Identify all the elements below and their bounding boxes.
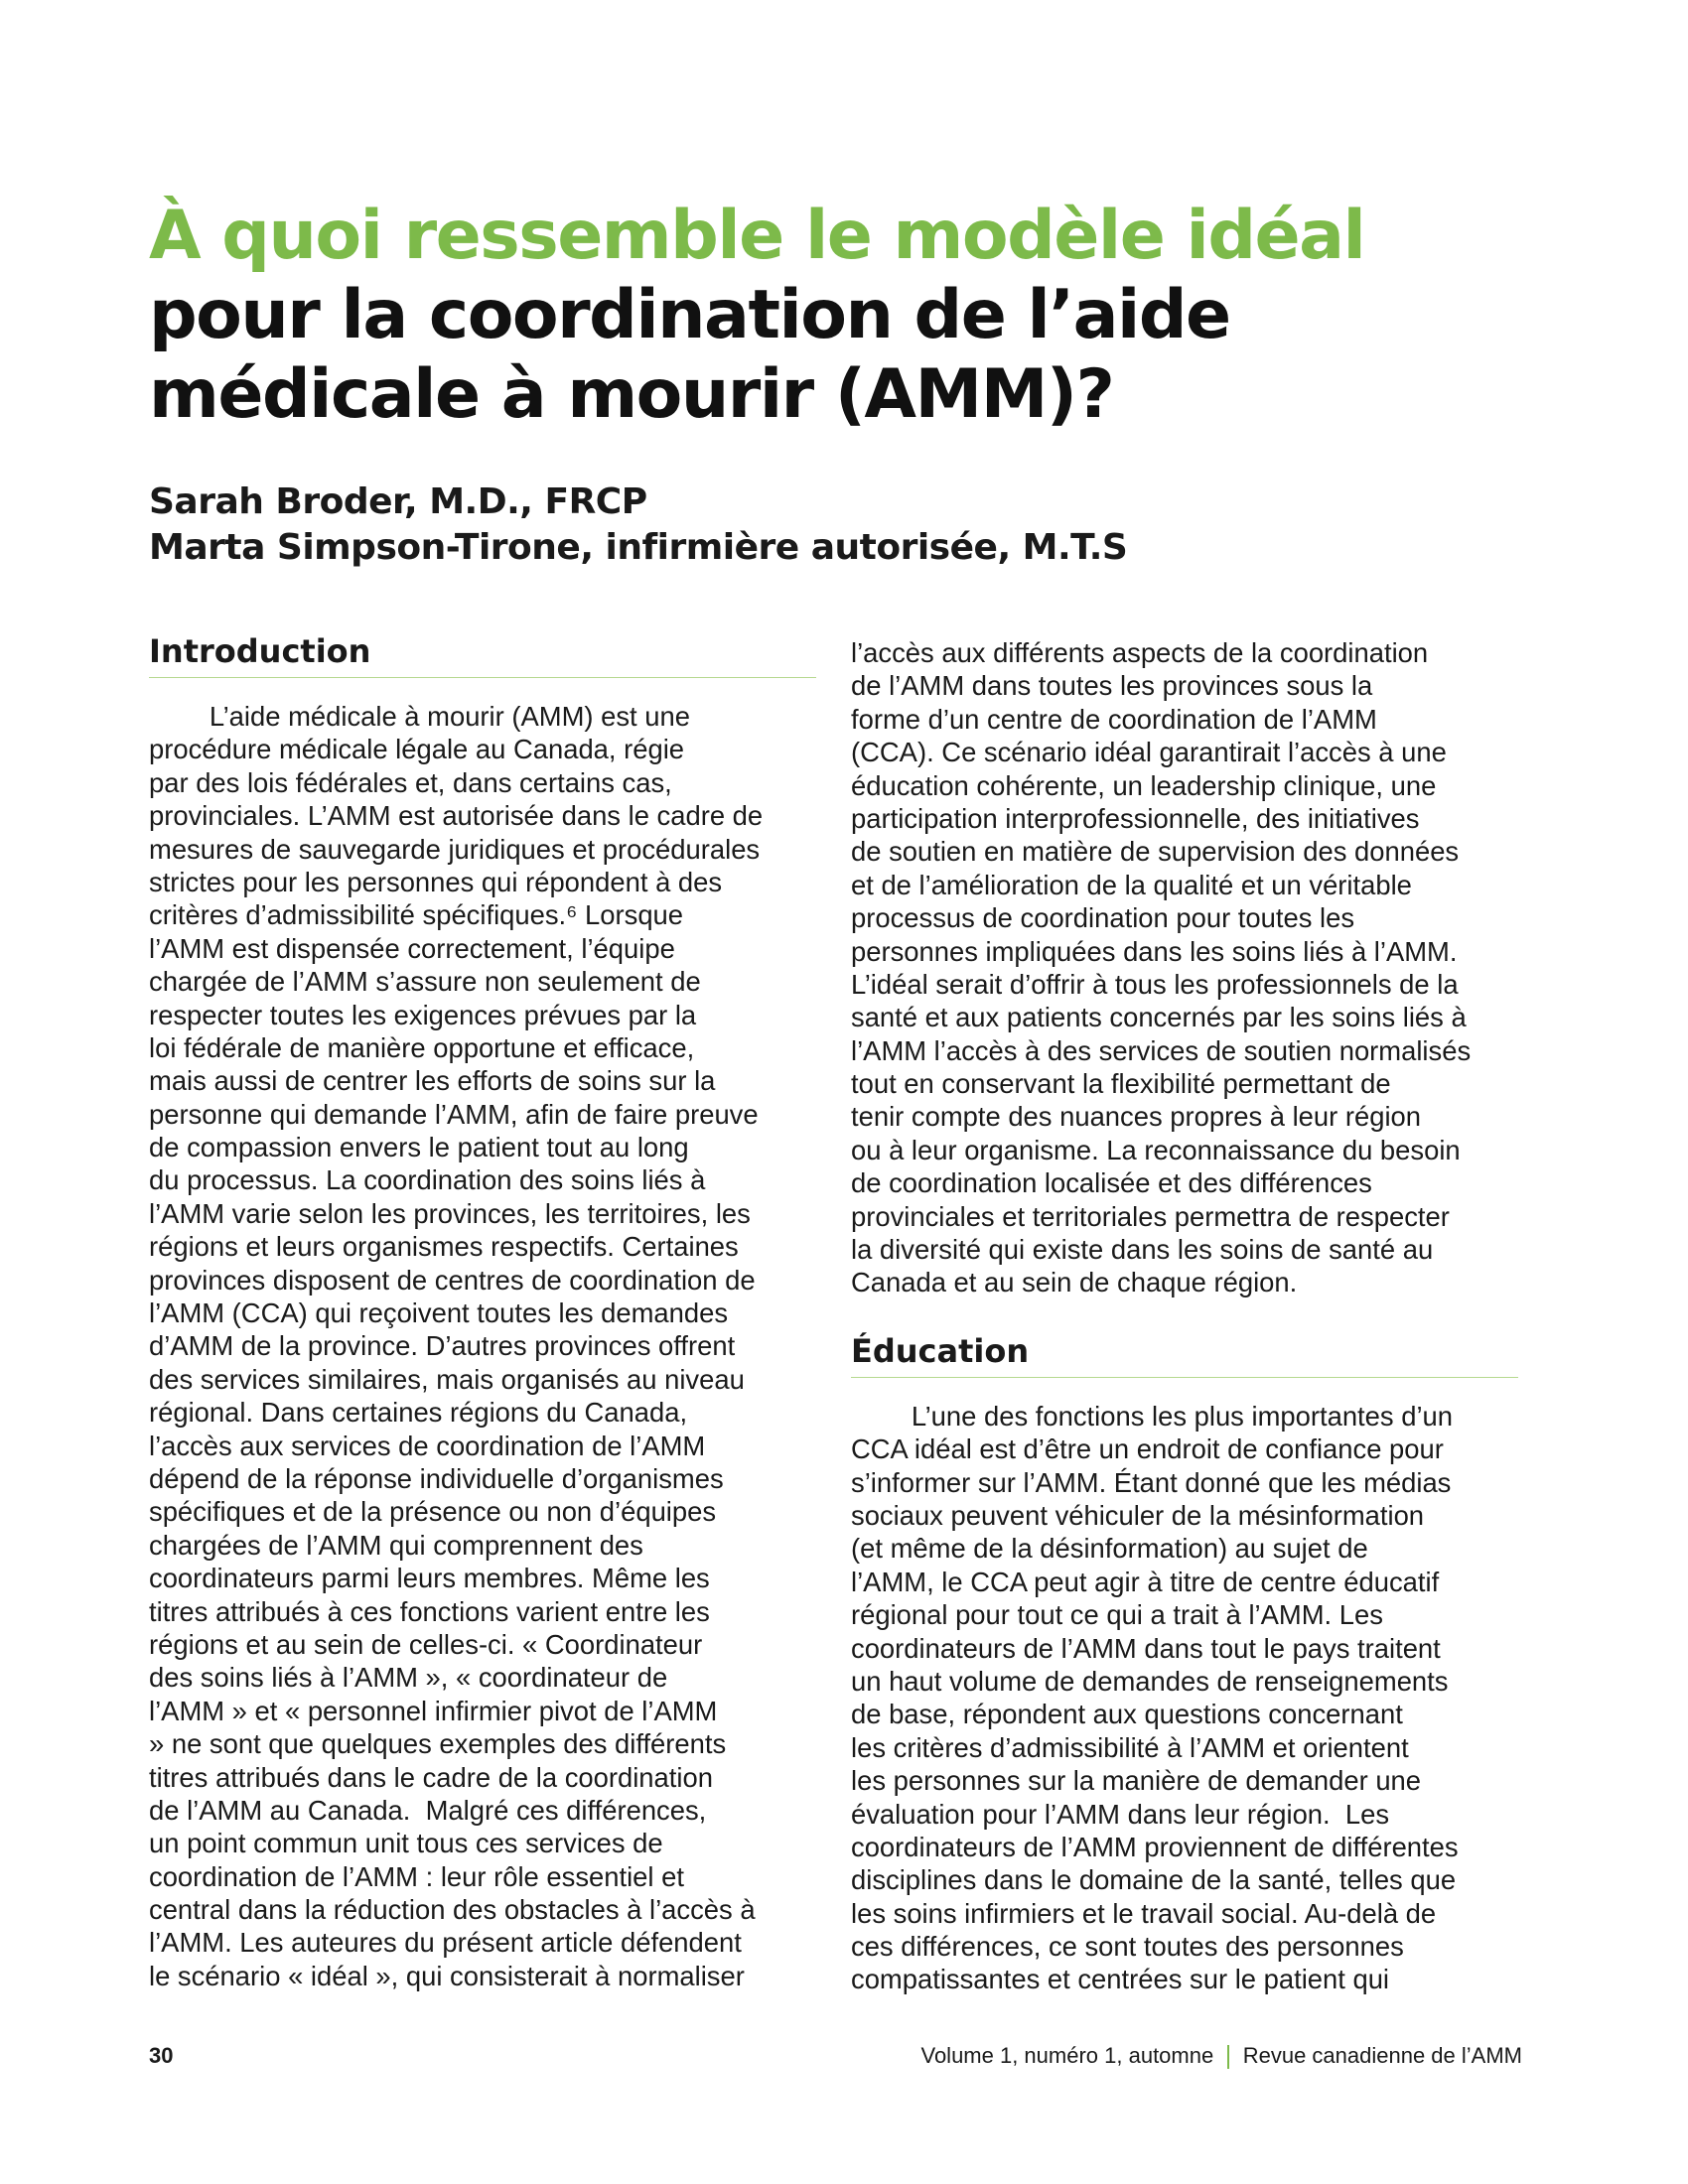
text-line: mais aussi de centrer les efforts de soins sur la <box>149 1065 716 1097</box>
text-line: coordinateurs de l’AMM dans tout le pays traitent <box>851 1632 1441 1664</box>
text-line: respecter toutes les exigences prévues par la <box>149 999 697 1030</box>
text-line: forme d’un centre de coordination de l’AMM <box>851 703 1377 735</box>
text-line: (et même de la désinformation) au sujet de <box>851 1533 1368 1565</box>
text-line: tout en conservant la flexibilité permettant de <box>851 1068 1391 1100</box>
text-line: provinces disposent de centres de coordination de <box>149 1264 756 1296</box>
text-line: par des lois fédérales et, dans certains cas, <box>149 766 672 798</box>
text-line: l’AMM varie selon les provinces, les territoires, les <box>149 1197 751 1229</box>
text-line: l’AMM, le CCA peut agir à titre de centre éducatif <box>851 1566 1440 1597</box>
text-line: régional pour tout ce qui a trait à l’AMM. Les <box>851 1599 1383 1631</box>
text-line: central dans la réduction des obstacles à l’accès à <box>149 1894 756 1926</box>
text-line: participation interprofessionnelle, des initiatives <box>851 802 1420 834</box>
text-line: régions et au sein de celles-ci. « Coordinateur <box>149 1628 703 1660</box>
text-line: procédure médicale légale au Canada, régie <box>149 734 685 765</box>
text-line: titres attribués dans le cadre de la coordination <box>149 1761 713 1793</box>
text-line: L’idéal serait d’offrir à tous les professionnels de la <box>851 968 1459 1000</box>
text-line: coordinateurs parmi leurs membres. Même les <box>149 1563 710 1594</box>
text-line: provinciales et territoriales permettra de respecter <box>851 1200 1450 1232</box>
author-list <box>149 479 1539 571</box>
text-line: l’accès aux services de coordination de l’AMM <box>149 1430 706 1461</box>
text-line: tenir compte des nuances propres à leur région <box>851 1101 1422 1133</box>
text-line: évaluation pour l’AMM dans leur région. Les <box>851 1798 1390 1830</box>
text-line: de compassion envers le patient tout au long <box>149 1132 689 1163</box>
text-line: les personnes sur la manière de demander une <box>851 1765 1422 1797</box>
text-line: un point commun unit tous ces services de <box>149 1828 663 1859</box>
introduction-body <box>149 700 816 1992</box>
text-line: des services similaires, mais organisés au niveau <box>149 1363 745 1395</box>
text-line: de base, répondent aux questions concernant <box>851 1699 1403 1730</box>
text-line: spécifiques et de la présence ou non d’équipes <box>149 1496 717 1528</box>
footer-separator <box>1227 2045 1229 2069</box>
text-line: l’accès aux différents aspects de la coordination <box>851 637 1429 668</box>
page-number: 30 <box>149 2043 174 2068</box>
text-line: s’informer sur l’AMM. Étant donné que les médias <box>851 1466 1452 1498</box>
text-line: processus de coordination pour toutes les <box>851 902 1355 934</box>
text-line: CCA idéal est d’être un endroit de confiance pour <box>851 1433 1444 1465</box>
text-line: sociaux peuvent véhiculer de la mésinformation <box>851 1499 1425 1531</box>
text-line: titres attribués à ces fonctions varient entre les <box>149 1595 710 1627</box>
education-body <box>851 1400 1518 1996</box>
text-line: L’aide médicale à mourir (AMM) est une <box>149 701 690 732</box>
text-line: provinciales. L’AMM est autorisée dans le cadre de <box>149 800 764 832</box>
text-line: des soins liés à l’AMM », « coordinateur de <box>149 1662 668 1694</box>
text-line: régional. Dans certaines régions du Canada, <box>149 1397 688 1429</box>
text-line: de coordination localisée et des différences <box>851 1167 1372 1199</box>
footer-journal: Revue canadienne de l’AMM <box>1242 2043 1522 2068</box>
left-column <box>149 631 816 1992</box>
text-line: les soins infirmiers et le travail social. Au-delà de <box>851 1897 1437 1929</box>
title-line-2: pour la coordination de l’aide <box>149 276 1230 354</box>
text-line: l’AMM (CCA) qui reçoivent toutes les demandes <box>149 1297 729 1329</box>
text-line: critères d’admissibilité spécifiques.⁶ Lorsque <box>149 899 684 931</box>
title-line-1: À quoi ressemble le modèle idéal <box>149 197 1365 275</box>
text-line: strictes pour les personnes qui répondent à des <box>149 866 723 897</box>
introduction-heading: Introduction <box>149 631 816 678</box>
author-2: Marta Simpson-Tirone, infirmière autorisée, M.T.S <box>149 527 1128 568</box>
footer-publication <box>920 2041 1522 2071</box>
text-line: un haut volume de demandes de renseignements <box>851 1665 1449 1697</box>
title-line-3: médicale à mourir (AMM)? <box>149 355 1114 434</box>
text-line: la diversité qui existe dans les soins de santé au <box>851 1234 1434 1266</box>
text-line: L’une des fonctions les plus importantes d’un <box>851 1400 1453 1432</box>
text-line: de l’AMM au Canada. Malgré ces différences, <box>149 1794 707 1826</box>
text-line: l’AMM est dispensée correctement, l’équipe <box>149 932 675 964</box>
text-line: (CCA). Ce scénario idéal garantirait l’accès à une <box>851 737 1447 768</box>
text-line: ou à leur organisme. La reconnaissance du besoin <box>851 1134 1461 1165</box>
text-line: dépend de la réponse individuelle d’organismes <box>149 1462 724 1494</box>
text-line: personnes impliquées dans les soins liés à l’AMM. <box>851 935 1458 967</box>
text-line: » ne sont que quelques exemples des différents <box>149 1728 727 1760</box>
text-line: loi fédérale de manière opportune et efficace, <box>149 1031 695 1063</box>
text-line: l’AMM » et « personnel infirmier pivot de l’AMM <box>149 1695 718 1726</box>
text-line: chargée de l’AMM s’assure non seulement de <box>149 966 701 998</box>
article-title <box>149 197 1559 435</box>
text-line: coordinateurs de l’AMM proviennent de différentes <box>851 1831 1459 1862</box>
text-line: et de l’amélioration de la qualité et un véritable <box>851 869 1412 900</box>
text-line: l’AMM l’accès à des services de soutien normalisés <box>851 1034 1472 1066</box>
text-line: coordination de l’AMM : leur rôle essentiel et <box>149 1860 684 1892</box>
text-line: Canada et au sein de chaque région. <box>851 1267 1298 1298</box>
author-1: Sarah Broder, M.D., FRCP <box>149 481 647 522</box>
right-column <box>851 636 1518 1996</box>
education-heading: Éducation <box>851 1331 1518 1378</box>
footer-issue: Volume 1, numéro 1, automne <box>920 2043 1214 2068</box>
text-line: d’AMM de la province. D’autres provinces offrent <box>149 1330 736 1362</box>
text-line: de soutien en matière de supervision des données <box>851 836 1460 868</box>
text-line: le scénario « idéal », qui consisterait à normaliser <box>149 1960 745 1991</box>
text-line: mesures de sauvegarde juridiques et procédurales <box>149 833 761 865</box>
text-line: les critères d’admissibilité à l’AMM et orientent <box>851 1731 1409 1763</box>
text-line: l’AMM. Les auteures du présent article défendent <box>149 1927 742 1959</box>
text-line: du processus. La coordination des soins liés à <box>149 1164 706 1196</box>
text-line: éducation cohérente, un leadership clinique, une <box>851 769 1437 801</box>
text-line: disciplines dans le domaine de la santé, telles que <box>851 1864 1457 1896</box>
text-line: chargées de l’AMM qui comprennent des <box>149 1529 643 1561</box>
text-line: santé et aux patients concernés par les soins liés à <box>851 1002 1467 1033</box>
text-line: régions et leurs organismes respectifs. Certaines <box>149 1231 739 1263</box>
text-line: personne qui demande l’AMM, afin de faire preuve <box>149 1098 759 1130</box>
text-line: de l’AMM dans toutes les provinces sous la <box>851 670 1373 702</box>
page-footer <box>149 2041 1522 2071</box>
introduction-body-continued <box>851 636 1518 1299</box>
text-line: compatissantes et centrées sur le patient qui <box>851 1964 1390 1995</box>
text-line: ces différences, ce sont toutes des personnes <box>851 1931 1404 1963</box>
